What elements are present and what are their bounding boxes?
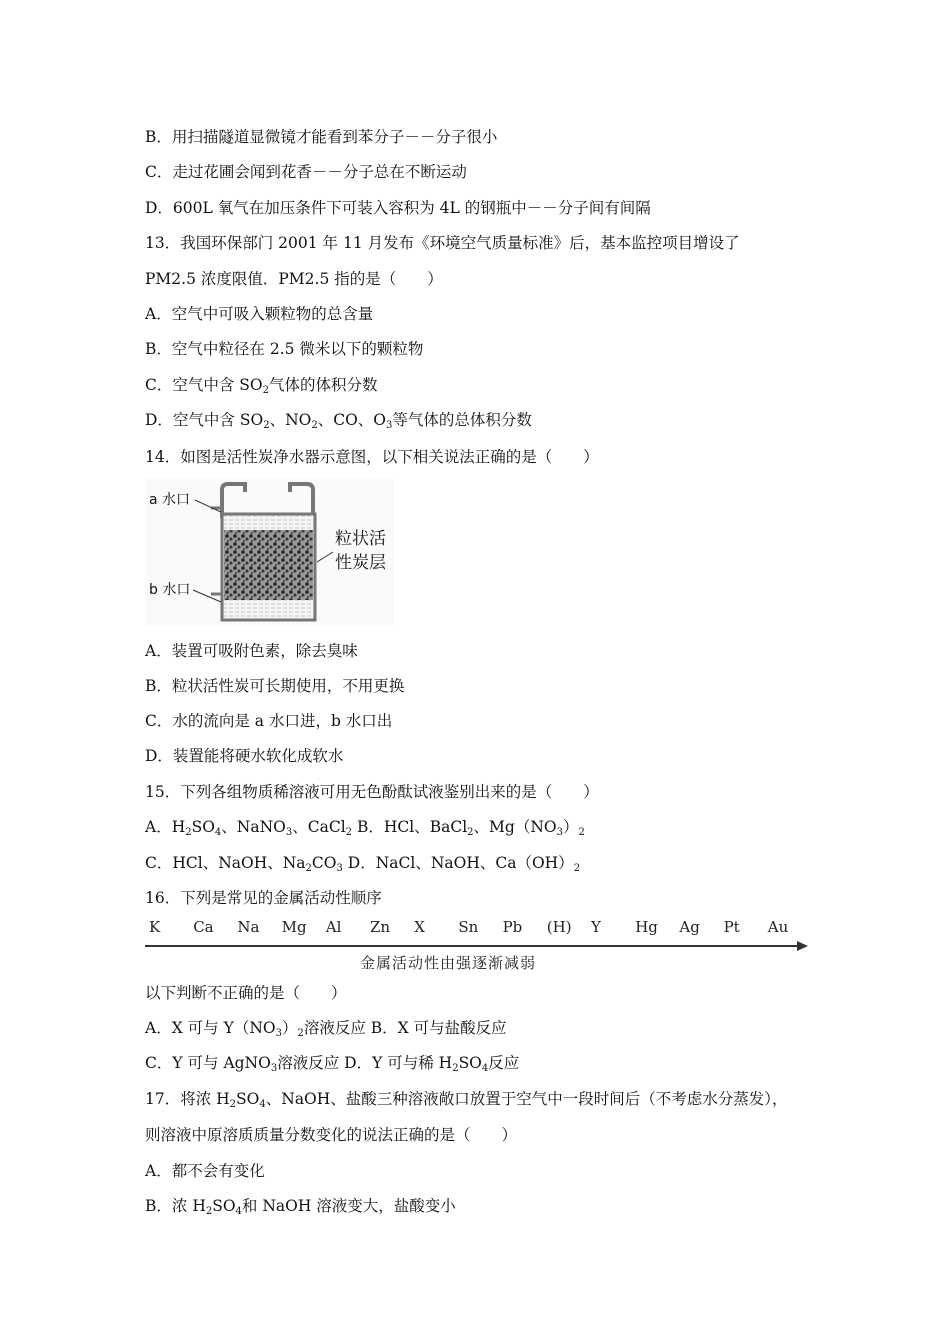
activity-element: Mg <box>281 918 307 936</box>
label-b-water-port: b 水口 <box>149 582 191 598</box>
activity-element: K <box>149 918 161 936</box>
q17-stem-line2: 则溶液中原溶质质量分数变化的说法正确的是（ ） <box>145 1126 518 1144</box>
q16-stem: 16．下列是常见的金属活动性顺序 <box>145 889 382 907</box>
q16-options-cd: C．Y 可与 AgNO$_3$溶液反应 D．Y 可与稀 $H_2SO_4$反应 <box>145 1054 520 1074</box>
q14-option-b: B．粒状活性炭可长期使用，不用更换 <box>145 677 405 695</box>
q13-option-d: D．空气中含 $SO_2$、$NO_2$、CO、$O_3$等气体的总体积分数 <box>145 411 532 431</box>
q13-option-b: B．空气中粒径在 2.5 微米以下的颗粒物 <box>145 340 424 358</box>
water-purifier-diagram <box>145 478 395 626</box>
q13-stem-line2: PM2.5 浓度限值．PM2.5 指的是（ ） <box>145 270 443 288</box>
activity-element: Ag <box>679 918 700 936</box>
q17-option-b: B．浓 $H_2SO_4$和 NaOH 溶液变大，盐酸变小 <box>145 1197 456 1217</box>
q16-options-ab: A．X 可与 $Y(NO_3)_2$溶液反应 B．X 可与盐酸反应 <box>145 1019 507 1039</box>
activity-element: Au <box>767 918 789 936</box>
activity-element: Pb <box>502 918 523 936</box>
activity-element: Hg <box>635 918 658 936</box>
q13-option-a: A．空气中可吸入颗粒物的总含量 <box>145 305 374 323</box>
activity-element: Ca <box>193 918 214 936</box>
label-carbon-layer-line2: 性炭层 <box>335 553 386 573</box>
q16-sub-stem: 以下判断不正确的是（ ） <box>145 984 347 1002</box>
q14-stem: 14．如图是活性炭净水器示意图，以下相关说法正确的是（ ） <box>145 448 599 466</box>
water-purifier-figure <box>145 478 395 626</box>
activity-caption: 金属活动性由强逐渐减弱 <box>360 954 537 972</box>
q12-option-c: C．走过花圃会闻到花香－－分子总在不断运动 <box>145 163 467 181</box>
activity-element: Zn <box>370 918 391 936</box>
q14-option-c: C．水的流向是 a 水口进，b 水口出 <box>145 712 393 730</box>
q12-option-b: B．用扫描隧道显微镜才能看到苯分子－－分子很小 <box>145 128 498 146</box>
q13-option-c: C．空气中含 $SO_2$气体的体积分数 <box>145 376 378 396</box>
q17-stem-line1: 17．将浓 $H_2SO_4$、NaOH、盐酸三种溶液敞口放置于空气中一段时间后（不考虑水分蒸发）， <box>145 1090 788 1110</box>
activity-element: X <box>414 918 425 936</box>
activity-element: Pt <box>723 918 740 936</box>
activity-element: Y <box>591 918 601 936</box>
q14-option-d: D．装置能将硬水软化成软水 <box>145 747 344 765</box>
q17-option-a: A．都不会有变化 <box>145 1162 265 1180</box>
activity-element: Na <box>237 918 260 936</box>
label-carbon-layer-line1: 粒状活 <box>335 529 386 549</box>
activity-element: (H) <box>546 918 572 936</box>
q15-stem: 15．下列各组物质稀溶液可用无色酚酞试液鉴别出来的是（ ） <box>145 783 599 801</box>
q14-option-a: A．装置可吸附色素，除去臭味 <box>145 642 358 660</box>
metal-activity-series <box>145 918 810 974</box>
label-a-water-port: a 水口 <box>149 492 191 508</box>
q15-options-cd: C．HCl、NaOH、$Na_2CO_3$ D．NaCl、NaOH、$Ca(OH)_2$ <box>145 854 581 874</box>
activity-elements-row <box>145 918 810 940</box>
activity-arrow <box>145 940 810 952</box>
q13-stem-line1: 13．我国环保部门 2001 年 11 月发布《环境空气质量标准》后，基本监控项目增设了 <box>145 234 740 252</box>
activity-element: Sn <box>458 918 479 936</box>
q12-option-d: D．600L 氧气在加压条件下可装入容积为 4L 的钢瓶中－－分子间有间隔 <box>145 199 651 217</box>
activity-element: Al <box>325 918 342 936</box>
q15-options-ab: A．$H_2SO_4$、NaNO$_3$、CaCl$_2$ B．HCl、BaCl$_2$、$Mg(NO_3)_2$ <box>145 818 585 838</box>
